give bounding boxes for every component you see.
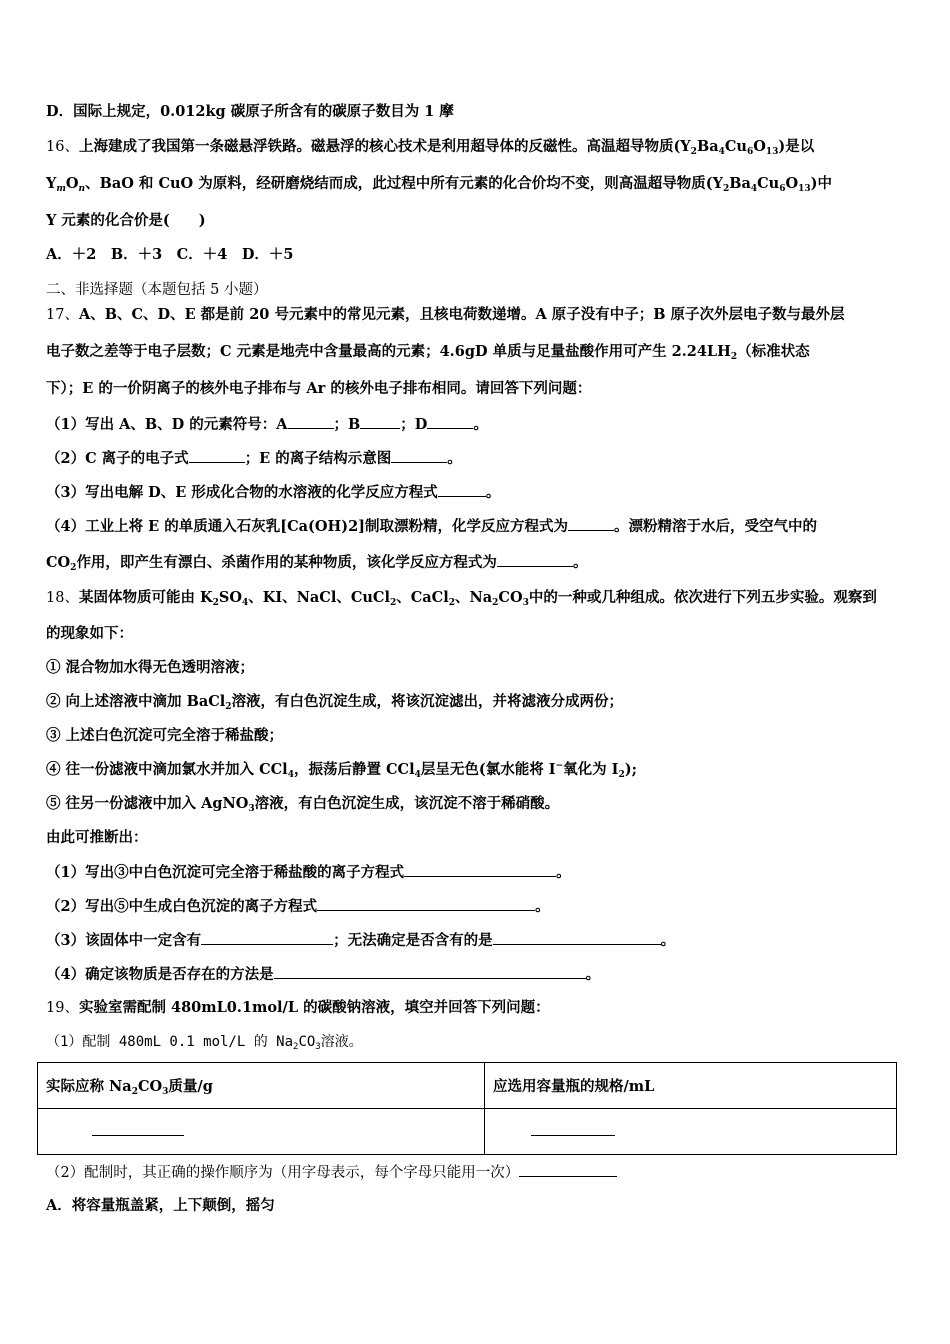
- option-d-line: D．国际上规定，0.012kg 碳原子所含有的碳原子数目为 1 摩: [46, 103, 454, 120]
- table-header-row: [38, 1063, 897, 1109]
- q17-line2: 电子数之差等于电子层数；C 元素是地壳中含量最高的元素；4.6gD 单质与足量盐酸作用可产生 $2.24LH_2$（标准状态: [46, 343, 810, 362]
- q16-line3: Y 元素的化合价是( ): [46, 212, 206, 229]
- step-3: ③ 上述白色沉淀可完全溶于稀盐酸；: [46, 727, 284, 744]
- infer-line: 由此可推断出：: [46, 829, 148, 846]
- header-mass: 实际应称 $Na_2CO_3$质量/g: [38, 1063, 485, 1109]
- step-4: ④ 往一份滤液中滴加氯水并加入 CCl$_4$，振荡后静置 CCl$_4$层呈无色(氯水能将 I−氧化为 $I_2$);: [46, 761, 637, 780]
- q18-line1: 18、某固体物质可能由 $K_2SO_4$、KI、NaCl、CuCl$_2$、CaCl$_2$、$Na_2CO_3$中的一种或几种组成。依次进行下列五步实验。观察到: [46, 589, 877, 608]
- q17-sub2: （2）C 离子的电子式 ；E 的离子结构示意图 。: [46, 450, 462, 467]
- q18-sub4: （4）确定该物质是否存在的方法是 。: [46, 966, 601, 983]
- answer-mass-cell[interactable]: [38, 1109, 485, 1155]
- step-1: ① 混合物加水得无色透明溶液；: [46, 659, 255, 676]
- q18-sub2: （2）写出⑤中生成白色沉淀的离子方程式 。: [46, 898, 550, 915]
- q19-sub2: （2）配制时，其正确的操作顺序为（用字母表示，每个字母只能用一次）: [46, 1162, 908, 1183]
- q17-line3: 下）；E 的一价阴离子的核外电子排布与 Ar 的核外电子排布相同。请回答下列问题：: [46, 380, 592, 397]
- q18-sub3: （3）该固体中一定含有 ；无法确定是否含有的是 。: [46, 932, 676, 949]
- q19-table: [37, 1062, 897, 1155]
- q17-line1: 17、A、B、C、D、E 都是前 20 号元素中的常见元素，且核电荷数递增。A 原子没有中子；B 原子次外层电子数与最外层: [46, 306, 845, 323]
- q19-sub1: （1）配制 480mL 0.1 mol/L 的 $Na_2CO_3$溶液。: [46, 1034, 363, 1052]
- q17-sub1: （1）写出 A、B、D 的元素符号：A ；B ；D 。: [46, 416, 488, 433]
- q16-options: A．＋2 B．＋3 C．＋4 D．＋5: [46, 246, 294, 263]
- table-answer-row: [38, 1109, 897, 1155]
- step-2: ② 向上述溶液中滴加 BaCl$_2$溶液，有白色沉淀生成，将该沉淀滤出，并将滤液分成两份；: [46, 693, 624, 712]
- header-flask: 应选用容量瓶的规格/mL: [485, 1063, 897, 1109]
- q17-sub4: （4）工业上将 E 的单质通入石灰乳[Ca(OH)2]制取漂粉精，化学反应方程式为 。漂粉精溶于水后，受空气中的: [46, 518, 818, 535]
- q16-line2: $Y_mO_n$、BaO 和 CuO 为原料，经研磨烧结而成，此过程中所有元素的化合价均不变，则高温超导物质$(Y_2Ba_4Cu_6O_{13})$中: [46, 175, 833, 194]
- q17-sub3: （3）写出电解 D、E 形成化合物的水溶液的化学反应方程式 。: [46, 484, 501, 501]
- q18-line2: 的现象如下：: [46, 625, 133, 642]
- q19-option-a: A．将容量瓶盖紧，上下颠倒，摇匀: [46, 1197, 275, 1214]
- step-5: ⑤ 往另一份滤液中加入 AgNO$_3$溶液，有白色沉淀生成，该沉淀不溶于稀硝酸。: [46, 795, 560, 814]
- q19-line1: 19、实验室需配制 480mL0.1mol/L 的碳酸钠溶液，填空并回答下列问题：: [46, 999, 550, 1016]
- q18-sub1: （1）写出③中白色沉淀可完全溶于稀盐酸的离子方程式 。: [46, 864, 571, 881]
- answer-flask-cell[interactable]: [485, 1109, 897, 1155]
- q16-line1: 16、上海建成了我国第一条磁悬浮铁路。磁悬浮的核心技术是利用超导体的反磁性。高温超导物质$(Y_2Ba_4Cu_6O_{13})$是以: [46, 138, 815, 157]
- section-2-heading: 二、非选择题（本题包括 5 小题）: [46, 282, 268, 298]
- q17-sub4-cont: $CO_2$作用，即产生有漂白、杀菌作用的某种物质，该化学反应方程式为 。: [46, 554, 588, 573]
